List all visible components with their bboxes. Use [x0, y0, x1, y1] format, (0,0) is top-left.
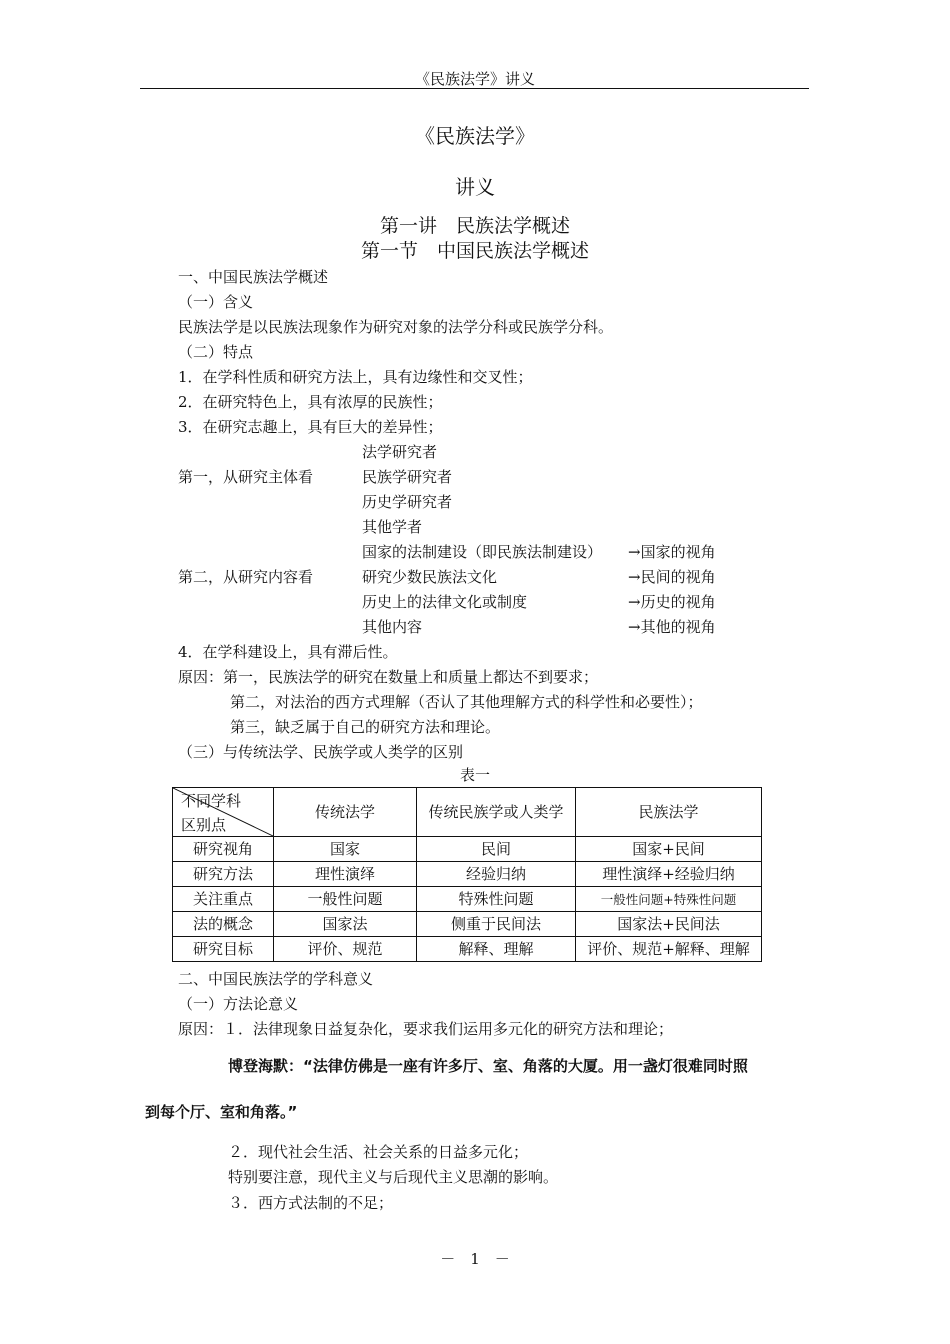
table-cell: 国家+民间	[576, 837, 762, 862]
method-heading: （一）方法论意义	[178, 995, 299, 1013]
content-view: →国家的视角	[628, 543, 716, 561]
table-corner-cell	[173, 788, 274, 837]
table-cell: 经验归纳	[417, 862, 576, 887]
table-cell: 理性演绎	[274, 862, 417, 887]
meaning-heading: （一）含义	[178, 293, 254, 311]
subject-item: 其他学者	[362, 518, 423, 536]
row-label: 法的概念	[173, 912, 274, 937]
meaning-text: 民族法学是以民族法现象作为研究对象的法学分科或民族学分科。	[178, 318, 614, 336]
table-cell: 评价、规范	[274, 937, 417, 962]
header-rule	[140, 88, 809, 89]
content-item: 其他内容	[362, 618, 423, 636]
running-header: 《民族法学》讲义	[414, 70, 535, 88]
reason-line: 原因：第一，民族法学的研究在数量上和质量上都达不到要求；	[178, 668, 599, 686]
table-cell: 一般性问题+特殊性问题	[576, 887, 762, 912]
table-header-row	[173, 788, 762, 837]
table-row	[173, 887, 762, 912]
table-cell: 国家	[274, 837, 417, 862]
feature-3: 3．在研究志趣上，具有巨大的差异性；	[178, 418, 443, 436]
document-subtitle: 讲义	[455, 175, 495, 199]
content-item: 国家的法制建设（即民族法制建设）	[362, 543, 603, 561]
quote-line: 到每个厅、室和角落。”	[145, 1103, 298, 1121]
table-caption: 表一	[459, 766, 490, 784]
part1-heading: 一、中国民族法学概述	[178, 268, 329, 286]
table-cell: 侧重于民间法	[417, 912, 576, 937]
table-cell: 理性演绎+经验归纳	[576, 862, 762, 887]
column-header	[417, 788, 576, 837]
content-label: 第二，从研究内容看	[178, 568, 314, 586]
reason-1: 原因：１．法律现象日益复杂化，要求我们运用多元化的研究方法和理论；	[178, 1020, 674, 1038]
column-header-text: 传统民族学或人类学	[428, 803, 564, 821]
table-cell: 一般性问题	[274, 887, 417, 912]
feature-2: 2．在研究特色上，具有浓厚的民族性；	[178, 393, 443, 411]
table-cell: 民间	[417, 837, 576, 862]
quote-line: 博登海默：“法律仿佛是一座有许多厅、室、角落的大厦。用一盏灯很难同时照	[228, 1057, 748, 1075]
corner-top-label: 不同学科	[181, 792, 242, 810]
row-label: 研究视角	[173, 837, 274, 862]
row-label: 关注重点	[173, 887, 274, 912]
feature-1: 1．在学科性质和研究方法上，具有边缘性和交叉性；	[178, 368, 533, 386]
column-header: 传统法学	[274, 788, 417, 837]
corner-bottom-label: 区别点	[181, 816, 227, 834]
table-row	[173, 862, 762, 887]
table-cell: 特殊性问题	[417, 887, 576, 912]
table-cell: 解释、理解	[417, 937, 576, 962]
table-row	[173, 937, 762, 962]
table-cell: 国家法	[274, 912, 417, 937]
table-cell: 国家法+民间法	[576, 912, 762, 937]
reason-line: 第三，缺乏属于自己的研究方法和理论。	[230, 718, 501, 736]
subjects-label: 第一，从研究主体看	[178, 468, 314, 486]
subject-item: 法学研究者	[362, 443, 438, 461]
note-line: 特别要注意，现代主义与后现代主义思潮的影响。	[228, 1168, 559, 1186]
comparison-table	[172, 787, 762, 962]
table-row	[173, 912, 762, 937]
reason-line: 第二，对法治的西方式理解（否认了其他理解方式的科学性和必要性）；	[230, 693, 703, 711]
page-number: － 1 －	[440, 1250, 510, 1268]
row-label: 研究目标	[173, 937, 274, 962]
column-header: 民族法学	[576, 788, 762, 837]
table-row	[173, 837, 762, 862]
table-cell: 评价、规范+解释、理解	[576, 937, 762, 962]
subject-item: 历史学研究者	[362, 493, 453, 511]
content-view: →历史的视角	[628, 593, 716, 611]
content-view: →民间的视角	[628, 568, 716, 586]
content-item: 研究少数民族法文化	[362, 568, 498, 586]
subject-item: 民族学研究者	[362, 468, 453, 486]
reason-2: ２．现代社会生活、社会关系的日益多元化；	[228, 1143, 529, 1161]
content-item: 历史上的法律文化或制度	[362, 593, 528, 611]
difference-heading: （三）与传统法学、民族学或人类学的区别	[178, 743, 464, 761]
content-view: →其他的视角	[628, 618, 716, 636]
features-heading: （二）特点	[178, 343, 254, 361]
feature-4: 4．在学科建设上，具有滞后性。	[178, 643, 398, 661]
document-title: 《民族法学》	[415, 124, 535, 148]
row-label: 研究方法	[173, 862, 274, 887]
lecture-heading: 第一讲 民族法学概述	[379, 215, 570, 237]
reason-3: ３．西方式法制的不足；	[228, 1194, 394, 1212]
section-heading: 第一节 中国民族法学概述	[360, 240, 589, 262]
part2-heading: 二、中国民族法学的学科意义	[178, 970, 374, 988]
